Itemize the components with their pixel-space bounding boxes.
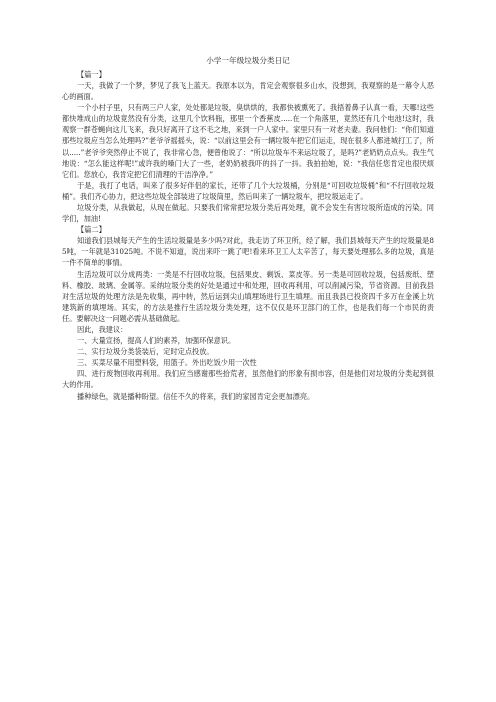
paragraph: 知道我们县城每天产生的生活垃圾量是多少吗?对此，我走访了环卫所，经了解，我们县城每天产生的垃圾量是85吨，一年就是31025吨。不说不知道，说出来吓一跳了吧!看来环卫工人太辛苦了，每天要处理那么多的垃圾，真是一件不简单的事情。 [62,236,434,268]
paragraph: 于是，我打了电话，叫来了很多好伴侣的家长，还带了几个大垃圾桶，分别是“可回收垃圾桶”和“不行回收垃圾桶”。我们齐心协力，把这些垃圾全部装进了垃圾筒里，然后叫来了一辆垃圾车，把垃圾运走了。 [62,180,434,201]
paragraph: 一天，我做了一个梦，梦见了我飞上蓝天。我原本以为，肯定会观察很多山水，没想到，我观察的是一幕令人恶心的画面。 [62,81,434,102]
paragraph: 一个小村子里，只有两三户人家，处处都是垃圾，臭烘烘的，我都快被熏死了。我捂着鼻子认真一看，天哪!这些都快堆成山的垃圾竟然没有分类，这里几个饮料瓶，那里一个香蕉皮.....在一个角落里，竟然还有几个电池!这时，我观察一群苍蝇向这儿飞来，我只好离开了这不毛之地，来到一户人家中。家里只有一对老夫妻。我问他们：“你们知道那些垃圾应当怎么处理吗?”老爷爷摇摇头，说：“以前这里会有一辆垃圾车把它们运走，现在很多人都进城打工了，所以.....”老爷爷突然停止不说了，我非常心急，便曾他说了：“所以垃圾车不来运垃圾了，是吗?”老奶奶点点头。我生气地说：“怎么能这样呢!”或许我的嗓门大了一些，老奶奶被我吓的抖了一抖。我拍拍她，说：“我信任您肯定也很厌烦它们。您放心，我肯定把它们清理的干洁净净。” [62,103,434,179]
paragraph: 因此，我建议： [77,324,128,334]
paragraph: 生活垃圾可以分成两类：一类是不行回收垃圾，包括果皮、剩饭、菜皮等。另一类是可回收垃圾，包括废纸、塑料、橡胶、玻璃、金属等。采纳垃圾分类的好处是通过中和处理，回收再利用，可以削减污染，节省资源。目前我县对生活垃圾的处理方法是先收集，再中转，然后运到尖山填埋场进行卫生填埋。而且我县已投资四千多万在金溪上坑建筑新的填埋场。其实，的方法是推行生活垃圾分类处理，这不仅仅是环卫部门的工作，也是我们每一个市民的责任。要解决这一问题必需从基础做起。 [62,269,434,323]
suggestion-item: 三、买菜尽量不用塑料袋，用篮子。外出吃饭少用一次性 [77,358,257,368]
closing-paragraph: 播种绿色，就是播种盼望。信任不久的将来，我们的家园肯定会更加漂亮。 [77,391,315,401]
section-heading-1: 【篇一】 [77,70,106,79]
document-title: 小学一年级垃圾分类日记 [206,56,290,65]
suggestion-item: 一、大量宣扬，提高人们的素养，加强环保意识。 [77,336,236,346]
suggestion-item: 二、实行垃圾分类袋装后，定时定点投放。 [77,347,214,357]
paragraph: 垃圾分类，从我做起，从现在做起。只要我们常常把垃圾分类后再处理，就不会发生有害垃圾所造成的污染。同学们，加油! [62,203,434,224]
suggestion-item: 四、进行废物回收再利用。我们应当感谢那些拾荒者，虽然他们的形象有损市容，但是他们对垃圾的分类起到很大的作用。 [62,369,434,390]
section-heading-2: 【篇二】 [77,225,106,235]
